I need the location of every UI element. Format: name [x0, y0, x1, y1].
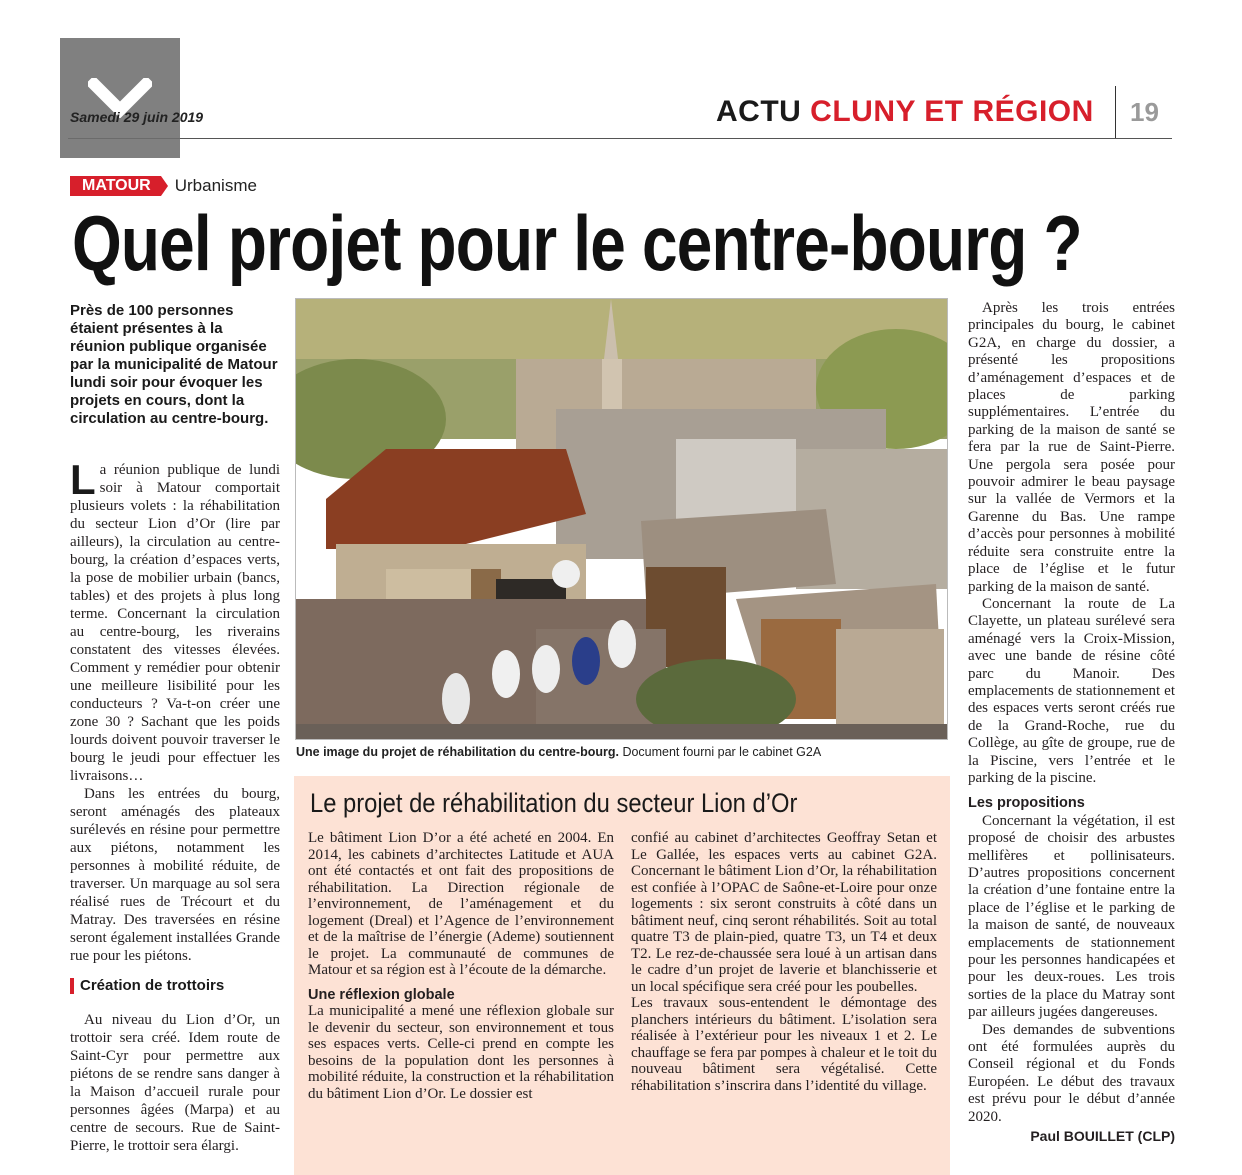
- aerial-rendering-image: [296, 299, 948, 740]
- paragraph: confié au cabinet d’architectes Geoffray Setan et Le Gallée, les espaces verts au cabinet G2A. Concernant le bâtiment Lion d’Or, la réhabilitation est confiée à l’OPAC de Saône-et-Loire pour onze logements : six seront construits à côté dans un bâtiment neuf, cinq seront réhabilités. Soit au total quatre T3 de plain-pied, quatre T3, un T4 et deux T2. Le rez-de-chaussée sera loué à un artisan dans le cadre d’un projet de laverie et blanchisserie et un local spécifique sera créé pour les poubelles.: [631, 830, 937, 995]
- article-photo: [295, 298, 948, 740]
- rubric-label: Urbanisme: [174, 176, 257, 195]
- section-name: CLUNY ET RÉGION: [810, 95, 1094, 128]
- paragraph: La municipalité a mené une réflexion globale sur le devenir du secteur, son environnement et tous ses espaces verts. Celle-ci prend en compte les besoins de la population dont les personnes à mobilité réduite, la construction et la réhabilitation du bâtiment Lion d’Or. Le dossier est: [308, 1003, 614, 1102]
- box-subheading: Une réflexion globale: [308, 986, 455, 1003]
- paragraph: [70, 456, 280, 785]
- issue-date: Samedi 29 juin 2019: [70, 109, 204, 125]
- page-number: 19: [1130, 97, 1159, 127]
- article-column-1: [70, 456, 280, 1155]
- box-title: Le projet de réhabilitation du secteur Lion d’Or: [310, 788, 798, 818]
- box-column-2: [631, 830, 937, 1094]
- drop-cap: L: [70, 456, 96, 503]
- caption-title: Une image du projet de réhabilitation du centre-bourg.: [296, 745, 619, 759]
- subheading-text: Création de trottoirs: [80, 977, 225, 994]
- header-separator: [1115, 86, 1116, 138]
- paragraph: Les travaux sous-entendent le démontage des planchers intérieurs du bâtiment. L’isolation sera réalisée à l’extérieur pour les niveaux 1 et 2. Le chauffage se fera par pompes à chaleur et le toit du nouveau bâtiment sera végétalisé. Cette réhabilitation s’inscrira dans l’identité du village.: [631, 995, 937, 1094]
- caption-credit: Document fourni par le cabinet G2A: [622, 745, 822, 759]
- paragraph: Au niveau du Lion d’Or, un trottoir sera créé. Idem route de Saint-Cyr pour permettre aux piétons de se rendre sans danger à la Maison d’accueil rurale pour personnes âgées (Marpa) et au centre de secours. Rue de Saint-Pierre, le trottoir sera élargi.: [70, 1012, 280, 1154]
- subheading-marker: [70, 978, 74, 994]
- author-byline: Paul BOUILLET (CLP): [1030, 1128, 1175, 1145]
- lead-paragraph: Près de 100 personnes étaient présentes à la réunion publique organisée par la municipalité de Matour lundi soir pour évoquer les projets en cours, dont la circulation au centre-bourg.: [70, 302, 278, 427]
- paragraph: Après les trois entrées principales du bourg, le cabinet G2A, en charge du dossier, a présenté les propositions d’aménagement d’espaces et de places de parking supplémentaires. L’entrée du parking de la maison de santé se fera par la rue de Saint-Pierre. Une pergola sera posée pour pouvoir admirer le beau paysage sur la vallée de Vermors et la Garenne du Bas. Une rampe d’accès pour personnes à mobilité réduite sera construite entre la place de l’église et le futur parking de la maison de santé.: [968, 300, 1175, 595]
- paragraph: Dans les entrées du bourg, seront aménagés des plateaux surélevés en résine pour permettre aux piétons, notamment les personnes à mobilité réduite, de traverser. Un marquage au sol sera réalisé rues de Trécourt et du Matray. Des traversées en résine seront également installées Grande rue pour les piétons.: [70, 786, 280, 964]
- header-rule: [68, 138, 1172, 139]
- article-column-3: [968, 300, 1175, 1146]
- subheading: Les propositions: [968, 795, 1085, 812]
- subheading: [70, 977, 280, 995]
- paragraph-text: a réunion publique de lundi soir à Matour comportait plusieurs volets : la réhabilitation du secteur Lion d’Or (lire par ailleurs), la circulation au centre-bourg, la création d’espaces verts, la pose de mobilier urbain (bancs, tables) et des projets à plus long terme. Concernant la circulation au centre-bourg, les riverains constatent des vitesses élevées. Comment y remédier pour obtenir une meilleure lisibilité pour les conducteurs ? Va-t-on créer une zone 30 ? Sachant que les poids lourds doivent pouvoir traverser le bourg le jeudi pour effectuer les livraisons…: [70, 462, 280, 784]
- location-tag: MATOUR: [70, 176, 161, 196]
- paragraph: Le bâtiment Lion D’or a été acheté en 2004. En 2014, les cabinets d’architectes Latitude et AUA ont été contactés et ont fait des propositions de réhabilitation. La Direction régionale de l’environnement, de l’aménagement et du logement (Dreal) et l’Agence de l’environnement et de la maîtrise de l’énergie (Ademe) soutiennent le projet. La communauté de communes de Matour et sa région est à l’écoute de la démarche.: [308, 830, 614, 978]
- location-tag-arrow: [161, 176, 168, 196]
- section-prefix: ACTU: [716, 95, 802, 128]
- collapse-overlay-button[interactable]: [60, 38, 180, 158]
- photo-caption: [296, 745, 948, 759]
- headline: Quel projet pour le centre-bourg ?: [72, 199, 1082, 287]
- kicker: [70, 176, 257, 196]
- paragraph: Concernant la route de La Clayette, un plateau surélevé sera aménagé vers la Croix-Mission, avec une bande de résine côté parc du Manoir. Des emplacements de stationnement et des espaces verts seront créés rue de la Grand-Roche, rue du Collège, au gîte de groupe, rue de la Piscine, vers l’entrée et le parking de la piscine.: [968, 595, 1175, 786]
- section-title: [716, 95, 1094, 129]
- box-column-1: [308, 830, 614, 1102]
- paragraph: Des demandes de subventions ont été formulées auprès du Conseil régional et du Fonds Européen. Le début des travaux est prévu pour le début d’année 2020.: [968, 1021, 1175, 1125]
- paragraph: Concernant la végétation, il est proposé de choisir des arbustes mellifères et pollinisateurs. D’autres propositions concernent la création d’une fontaine entre la place de l’église et le parking de la maison de santé, de nouveaux emplacements de stationnement pour les personnes handicapées et pour les deux-roues. Les trois sorties de la place du Matray sont par ailleurs jugées dangereuses.: [968, 812, 1175, 1021]
